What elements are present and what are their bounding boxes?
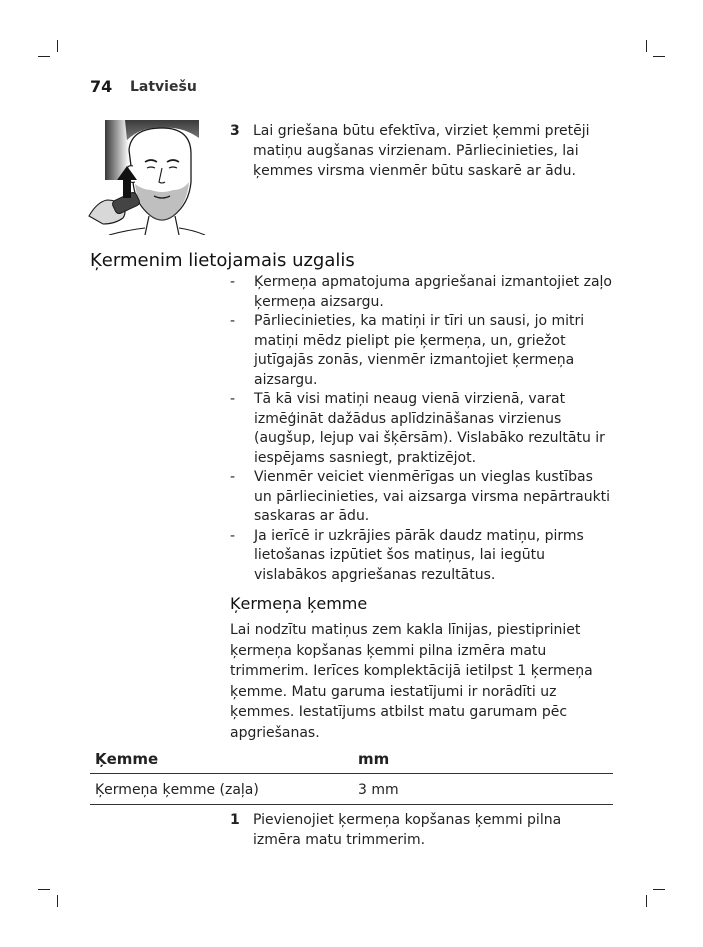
crop-mark bbox=[646, 895, 647, 907]
section-heading: Ķermenim lietojamais uzgalis bbox=[90, 250, 355, 271]
crop-mark bbox=[57, 40, 58, 52]
column-header-mm: mm bbox=[358, 750, 390, 768]
step-number: 3 bbox=[230, 123, 240, 139]
bullet-marker: - bbox=[230, 274, 236, 290]
comb-table bbox=[90, 745, 613, 805]
step-text: Pievienojiet ķermeņa kopšanas ķemmi pilna izmēra matu trimmerim. bbox=[253, 812, 562, 848]
crop-mark bbox=[653, 56, 665, 57]
bullet-text: Vienmēr veiciet vienmērīgas un vieglas kustības un pārliecinieties, vai aizsarga virsma nepārtraukti saskaras ar ādu. bbox=[254, 469, 611, 524]
crop-mark bbox=[57, 895, 58, 907]
table-cell: 3 mm bbox=[358, 782, 399, 798]
table-divider bbox=[90, 804, 613, 805]
list-item bbox=[230, 390, 612, 468]
column-header-comb: Ķemme bbox=[95, 750, 159, 768]
bullet-text: Ķermeņa apmatojuma apgriešanai izmantojiet zaļo ķermeņa aizsargu. bbox=[254, 274, 612, 310]
bullet-marker: - bbox=[230, 469, 236, 485]
list-item bbox=[230, 273, 612, 312]
bullet-marker: - bbox=[230, 391, 236, 407]
crop-mark bbox=[646, 40, 647, 52]
subsection-paragraph: Lai nodzītu matiņus zem kakla līnijas, piestipriniet ķermeņa kopšanas ķemmi pilna izmēra matu trimmerim. Ierīces komplektācijā ietilpst 1 ķermeņa ķemme. Matu garuma iestatījumi ir norādīti uz ķemmes. Iestatījums atbilst matu garumam pēc apgriešanas. bbox=[230, 622, 593, 741]
table-cell: Ķermeņa ķemme (zaļa) bbox=[95, 782, 259, 798]
step-text: Lai griešana būtu efektīva, virziet ķemmi pretēji matiņu augšanas virzienam. Pārliecinieties, lai ķemmes virsma vienmēr būtu saskarē ar ādu. bbox=[253, 123, 590, 179]
bullet-list bbox=[230, 273, 612, 585]
crop-mark bbox=[653, 889, 665, 890]
subsection-heading: Ķermeņa ķemme bbox=[230, 594, 368, 613]
page-number: 74 bbox=[90, 77, 113, 96]
bullet-text: Tā kā visi matiņi neaug vienā virzienā, varat izmēģināt dažādus aplīdzināšanas virzienus (augšup, lejup vai šķērsām). Vislabāko rezultātu ir iespējams sasniegt, praktizējot. bbox=[254, 391, 605, 466]
list-item bbox=[230, 468, 612, 527]
list-item bbox=[230, 312, 612, 390]
bullet-text: Ja ierīcē ir uzkrājies pārāk daudz matiņu, pirms lietošanas izpūtiet šos matiņus, lai iegūtu vislabākos apgriešanas rezultātus. bbox=[254, 527, 584, 583]
bullet-text: Pārliecinieties, ka matiņi ir tīri un sausi, jo mitri matiņi mēdz pielipt pie ķermeņa, un, griežot jutīgajās zonās, vienmēr izmantojiet ķermeņa aizsargu. bbox=[254, 313, 585, 388]
page-language: Latviešu bbox=[130, 79, 197, 95]
bullet-marker: - bbox=[230, 313, 236, 329]
table-row bbox=[90, 774, 613, 804]
crop-mark bbox=[38, 56, 50, 57]
crop-mark bbox=[38, 889, 50, 890]
bullet-marker: - bbox=[230, 527, 236, 544]
man-trimming-beard-icon bbox=[87, 120, 212, 235]
step-number: 1 bbox=[230, 812, 240, 828]
list-item bbox=[230, 527, 612, 586]
table-header bbox=[90, 745, 613, 773]
